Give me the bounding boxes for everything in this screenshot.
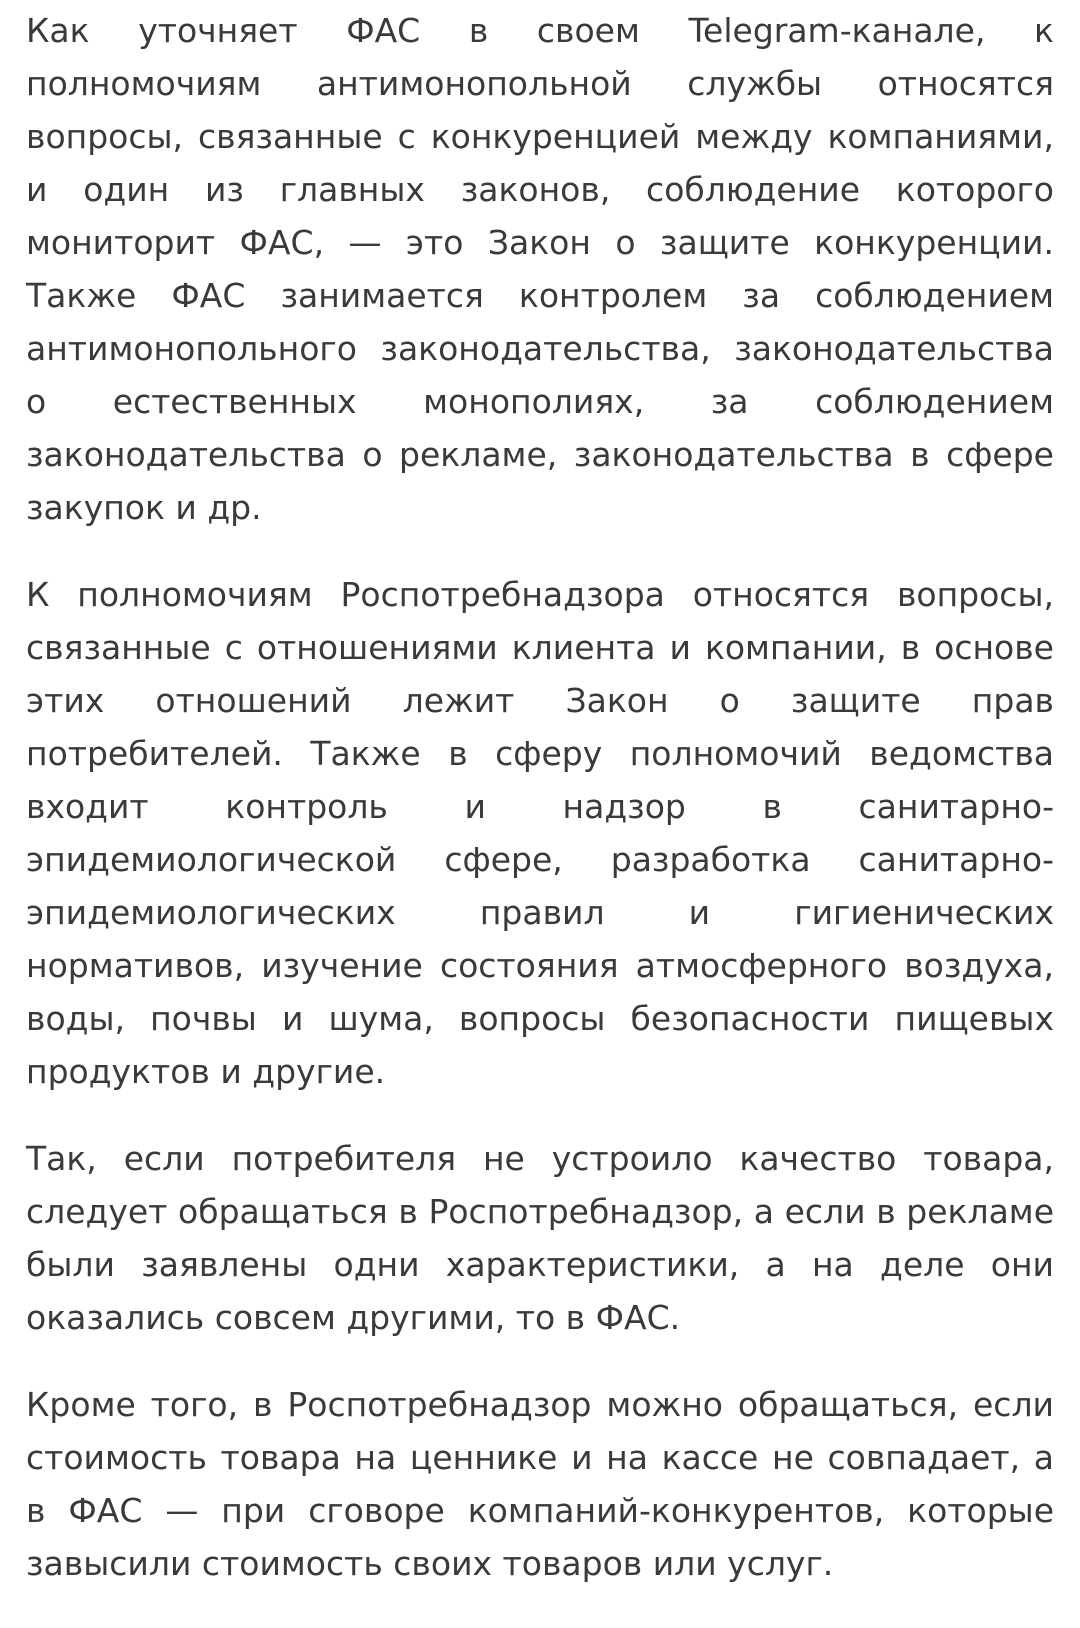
paragraph-additional-cases: Кроме того, в Роспотребнадзор можно обращаться, если стоимость товара на ценнике и на кассе не совпадает, а в ФАС — при сговоре компаний-конкурентов, которые завысили стоимость своих товаров или услуг. [26,1385,1054,1583]
paragraph-fas-powers: Как уточняет ФАС в своем Telegram-канале, к полномочиям антимонопольной службы относятся вопросы, связанные с конкуренцией между компаниями, и один из главных законов, соблюдение которого мониторит ФАС, — это Закон о защите конкуренции. Также ФАС занимается контролем за соблюдением антимонопольного законодательства, законодательства о естественных монополиях, за соблюдением законодательства о рекламе, законодательства в сфере закупок и др. [26,11,1054,527]
paragraph-where-to-complain: Так, если потребителя не устроило качество товара, следует обращаться в Роспотребнадзор, а если в рекламе были заявлены одни характеристики, а на деле они оказались совсем другими, то в ФАС. [26,1139,1054,1337]
paragraph-rospotrebnadzor-powers: К полномочиям Роспотребнадзора относятся вопросы, связанные с отношениями клиента и компании, в основе этих отношений лежит Закон о защите прав потребителей. Также в сферу полномочий ведомства входит контроль и надзор в санитарно-эпидемиологической сфере, разработка санитарно-эпидемиологических правил и гигиенических нормативов, изучение состояния атмосферного воздуха, воды, почвы и шума, вопросы безопасности пищевых продуктов и другие. [26,575,1054,1091]
